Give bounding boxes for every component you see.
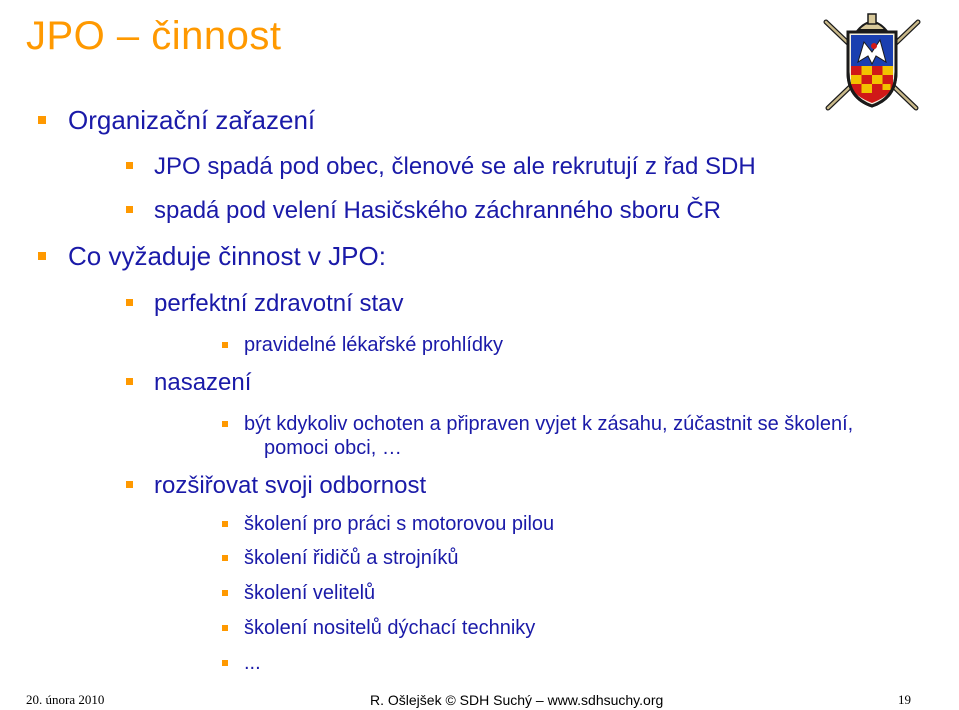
bullet bbox=[126, 481, 133, 488]
list-item: školení nositelů dýchací techniky bbox=[244, 617, 536, 639]
list-item-continuation: pomoci obci, … bbox=[264, 437, 402, 459]
bullet bbox=[126, 162, 133, 169]
bullet bbox=[126, 299, 133, 306]
list-item: školení velitelů bbox=[244, 582, 376, 604]
footer-author: R. Ošlejšek © SDH Suchý – www.sdhsuchy.org bbox=[370, 692, 664, 708]
page-number: 19 bbox=[898, 692, 911, 707]
list-item: školení pro práci s motorovou pilou bbox=[244, 513, 555, 535]
list-item: rozšiřovat svoji odbornost bbox=[154, 472, 427, 499]
list-item-organizacni-zarazeni: Organizační zařazení bbox=[68, 105, 316, 135]
list-item-co-vyzaduje: Co vyžaduje činnost v JPO: bbox=[68, 241, 386, 271]
list-item: ... bbox=[244, 652, 261, 674]
bullet bbox=[38, 116, 46, 124]
list-item: nasazení bbox=[154, 369, 252, 396]
list-item: školení řidičů a strojníků bbox=[244, 547, 459, 569]
list-item: být kdykoliv ochoten a připraven vyjet k zásahu, zúčastnit se školení, bbox=[244, 413, 854, 435]
fire-brigade-emblem-icon bbox=[818, 12, 926, 118]
footer-date: 20. února 2010 bbox=[26, 692, 105, 707]
bullet bbox=[222, 555, 228, 561]
list-item: spadá pod velení Hasičského záchranného sboru ČR bbox=[154, 197, 722, 224]
bullet bbox=[222, 342, 228, 348]
bullet bbox=[222, 660, 228, 666]
list-item: JPO spadá pod obec, členové se ale rekrutují z řad SDH bbox=[154, 153, 756, 180]
bullet bbox=[38, 252, 46, 260]
bullet bbox=[222, 625, 228, 631]
slide-title: JPO – činnost bbox=[26, 14, 282, 58]
bullet bbox=[126, 378, 133, 385]
bullet bbox=[222, 521, 228, 527]
list-item: perfektní zdravotní stav bbox=[154, 290, 404, 317]
bullet bbox=[126, 206, 133, 213]
bullet bbox=[222, 590, 228, 596]
bullet bbox=[222, 421, 228, 427]
list-item: pravidelné lékařské prohlídky bbox=[244, 334, 504, 356]
